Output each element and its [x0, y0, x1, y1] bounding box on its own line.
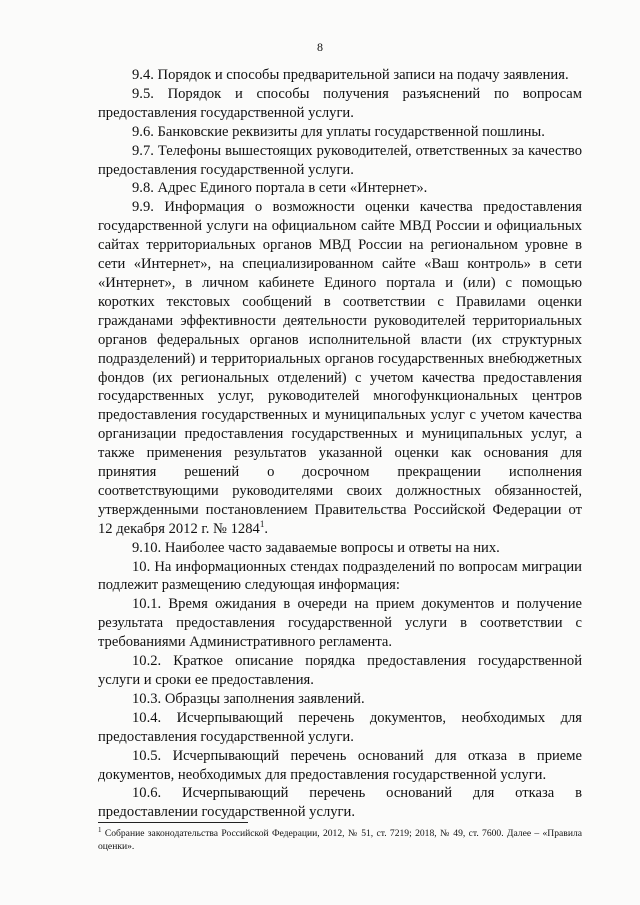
document-body	[98, 66, 582, 822]
footnote-separator	[98, 822, 248, 823]
footnote-text: Собрание законодательства Российской Федерации, 2012, № 51, ст. 7219; 2018, № 49, ст. 7600. Далее – «Правила оценки».	[98, 828, 582, 852]
page-number: 8	[317, 40, 323, 54]
paragraph-10-2: 10.2. Краткое описание порядка предоставления государственной услуги и сроки ее предоставления.	[98, 653, 582, 688]
paragraph-9-7: 9.7. Телефоны вышестоящих руководителей, ответственных за качество предоставления государственной услуги.	[98, 142, 582, 178]
paragraph-9-5: 9.5. Порядок и способы получения разъяснений по вопросам предоставления государственной услуги.	[98, 85, 582, 121]
footnote-reference: 1	[259, 518, 265, 529]
paragraph-10-3: 10.3. Образцы заполнения заявлений.	[132, 690, 365, 707]
paragraph-9-8: 9.8. Адрес Единого портала в сети «Интернет».	[132, 180, 428, 197]
paragraph-9-10: 9.10. Наиболее часто задаваемые вопросы и ответы на них.	[132, 539, 500, 556]
paragraph-10: 10. На информационных стендах подразделений по вопросам миграции подлежит размещению следующая информация:	[98, 558, 582, 594]
footnote-marker: 1	[98, 825, 102, 834]
paragraph-10-1: 10.1. Время ожидания в очереди на прием документов и получение результата предоставления государственной услуги в соответствии с требованиями Административного регламента.	[98, 596, 582, 651]
paragraph-10-6: 10.6. Исчерпывающий перечень оснований для отказа в предоставлении государственной услуги.	[98, 785, 582, 821]
paragraph-9-6: 9.6. Банковские реквизиты для уплаты государственной пошлины.	[132, 123, 545, 140]
paragraph-9-4: 9.4. Порядок и способы предварительной записи на подачу заявления.	[132, 67, 569, 83]
paragraph-10-5: 10.5. Исчерпывающий перечень оснований для отказа в приеме документов, необходимых для предоставления государственной услуги.	[98, 747, 582, 783]
paragraph-10-4: 10.4. Исчерпывающий перечень документов, необходимых для предоставления государственной услуги.	[98, 709, 582, 745]
footnote	[98, 827, 582, 853]
paragraph-9-9	[98, 198, 582, 538]
paragraph-9-9-text: 9.9. Информация о возможности оценки качества предоставления государственной услуги на официальном сайте МВД России и официальных сайтах территориальных органов МВД России на региональном уровне в сети «Интернет», на специализированном сайте «Ваш контроль» в сети «Интернет», в личном кабинете Единого портала и (или) с помощью коротких текстовых сообщений в соответствии с Правилами оценки гражданами эффективности деятельности руководителей территориальных органов федеральных органов исполнительной власти (их структурных подразделений) и территориальных органов государственных внебюджетных фондов (их региональных отделений) с учетом качества предоставления государственных услуг, руководителей многофункциональных центров предоставления государственных и муниципальных услуг с учетом качества организации предоставления государственных и муниципальных услуг, а также применения результатов указанной оценки как основания для принятия решений о досрочном прекращении исполнения соответствующими руководителями своих должностных обязанностей, утвержденными постановлением Правительства Российской Федерации от 12 декабря 2012 г. № 1284	[98, 199, 582, 537]
paragraph-9-9-end: .	[264, 520, 268, 537]
